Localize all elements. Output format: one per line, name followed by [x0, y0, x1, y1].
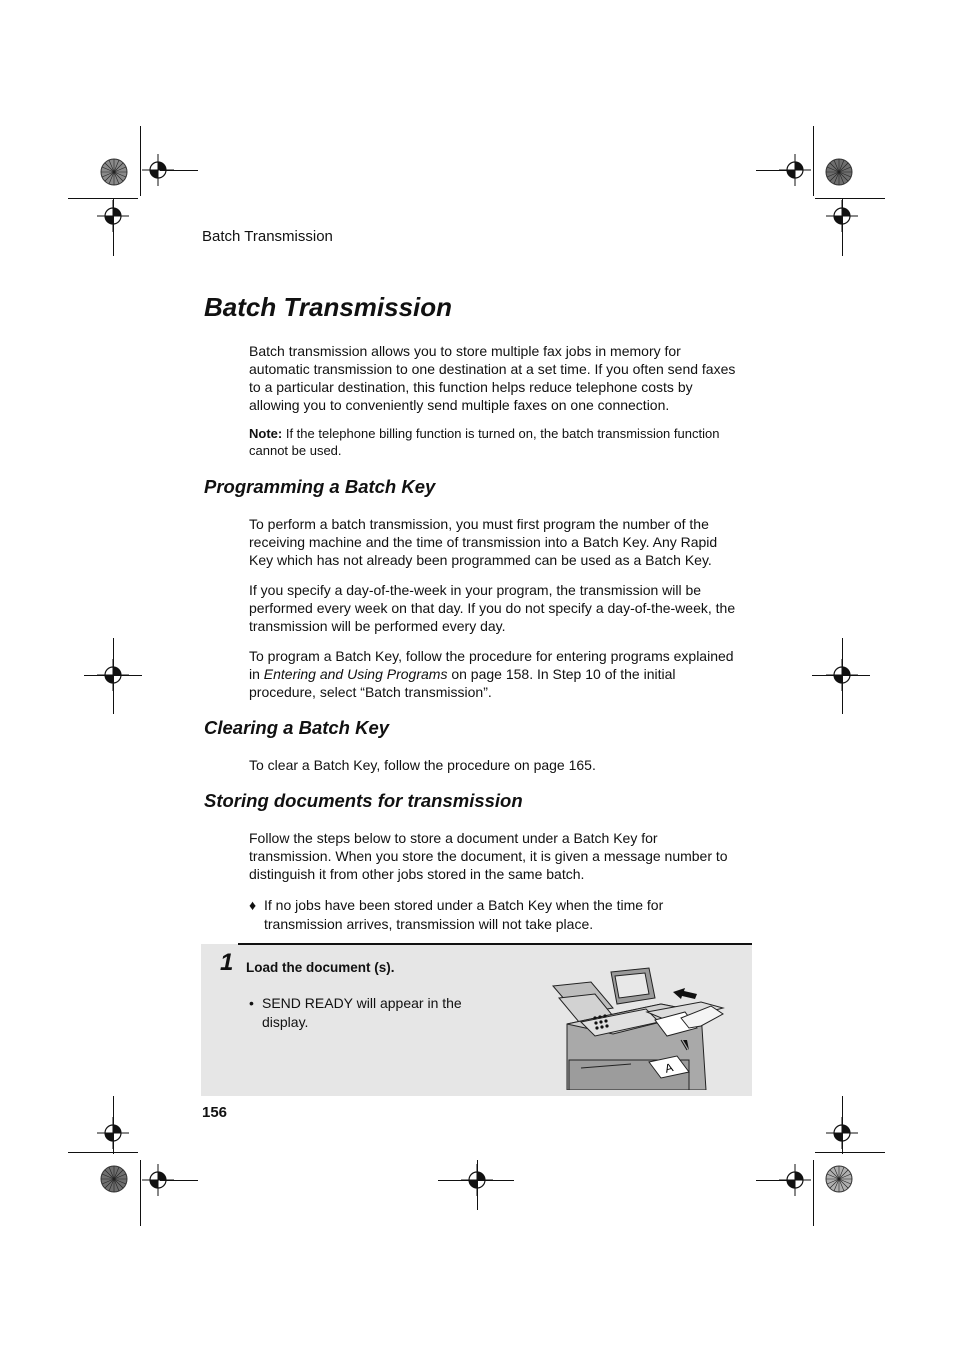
- bullet-icon: •: [249, 995, 254, 1011]
- registration-mark-icon: [459, 1162, 495, 1198]
- programming-paragraph-3: [249, 647, 743, 701]
- clearing-paragraph: To clear a Batch Key, follow the procedure on page 165.: [249, 757, 596, 773]
- p3-after: on page 158. In Step 10 of the initial procedure, select “Batch transmission”.: [249, 666, 676, 700]
- registration-mark-icon: [777, 152, 813, 188]
- registration-mark-icon: [140, 1162, 176, 1198]
- crop-line: [813, 126, 814, 196]
- step-rule: [238, 943, 752, 945]
- page-number: 156: [202, 1104, 228, 1121]
- registration-mark-icon: [95, 657, 131, 693]
- running-header: Batch Transmission: [202, 228, 333, 245]
- cross-reference: Entering and Using Programs: [263, 666, 448, 682]
- registration-mark-icon: [95, 1115, 131, 1151]
- intro-note: [249, 425, 743, 459]
- calibration-rosette-icon: [100, 158, 128, 186]
- storing-paragraph: Follow the steps below to store a document under a Batch Key for transmission. When you store the document, it is given a message number to distinguish it from other jobs stored in the same batch.: [249, 830, 728, 882]
- diamond-bullet-icon: ♦: [249, 897, 257, 913]
- registration-mark-icon: [140, 152, 176, 188]
- storing-bullet-text: If no jobs have been stored under a Batch Key when the time for transmission arrives, transmission will not take place.: [264, 897, 664, 932]
- registration-mark-icon: [824, 198, 860, 234]
- p3-before: To program a Batch Key, follow the procedure for entering programs explained in: [249, 648, 734, 682]
- crop-line: [815, 1152, 885, 1153]
- registration-mark-icon: [95, 198, 131, 234]
- storing-bullet: [249, 896, 719, 934]
- heading-storing: Storing documents for transmission: [204, 790, 523, 811]
- heading-programming: Programming a Batch Key: [204, 476, 436, 497]
- crop-line: [813, 1160, 814, 1226]
- registration-mark-icon: [777, 1162, 813, 1198]
- calibration-rosette-icon: [825, 158, 853, 186]
- page-title: Batch Transmission: [204, 292, 453, 322]
- step-bullet: [249, 994, 489, 1032]
- note-text: If the telephone billing function is turned on, the batch transmission function cannot be used.: [249, 426, 720, 458]
- programming-paragraph-2: If you specify a day-of-the-week in your program, the transmission will be performed every week on that day. If you do not specify a day-of-the-week, the transmission will be performed every day.: [249, 582, 736, 634]
- paper-letter: A: [663, 1060, 675, 1076]
- step-bullet-text: SEND READY will appear in the display.: [262, 995, 462, 1030]
- intro-paragraph: Batch transmission allows you to store multiple fax jobs in memory for automatic transmission to one destination at a set time. If you often send faxes to a particular destination, this function helps reduce telephone costs by allowing you to conveniently send multiple faxes on one connection.: [249, 343, 736, 413]
- registration-mark-icon: [824, 657, 860, 693]
- programming-paragraph-1: To perform a batch transmission, you must first program the number of the receiving machine and the time of transmission into a Batch Key. Any Rapid Key which has not already been programmed can be used as a Batch Key.: [249, 516, 718, 568]
- step-title: Load the document (s).: [246, 960, 395, 975]
- fax-machine-illustration: [551, 964, 726, 1090]
- step-number: 1: [220, 949, 234, 976]
- calibration-rosette-icon: [100, 1165, 128, 1193]
- calibration-rosette-icon: [825, 1165, 853, 1193]
- crop-line: [68, 1152, 138, 1153]
- heading-clearing: Clearing a Batch Key: [204, 717, 390, 738]
- registration-mark-icon: [824, 1115, 860, 1151]
- note-label: Note:: [249, 426, 283, 441]
